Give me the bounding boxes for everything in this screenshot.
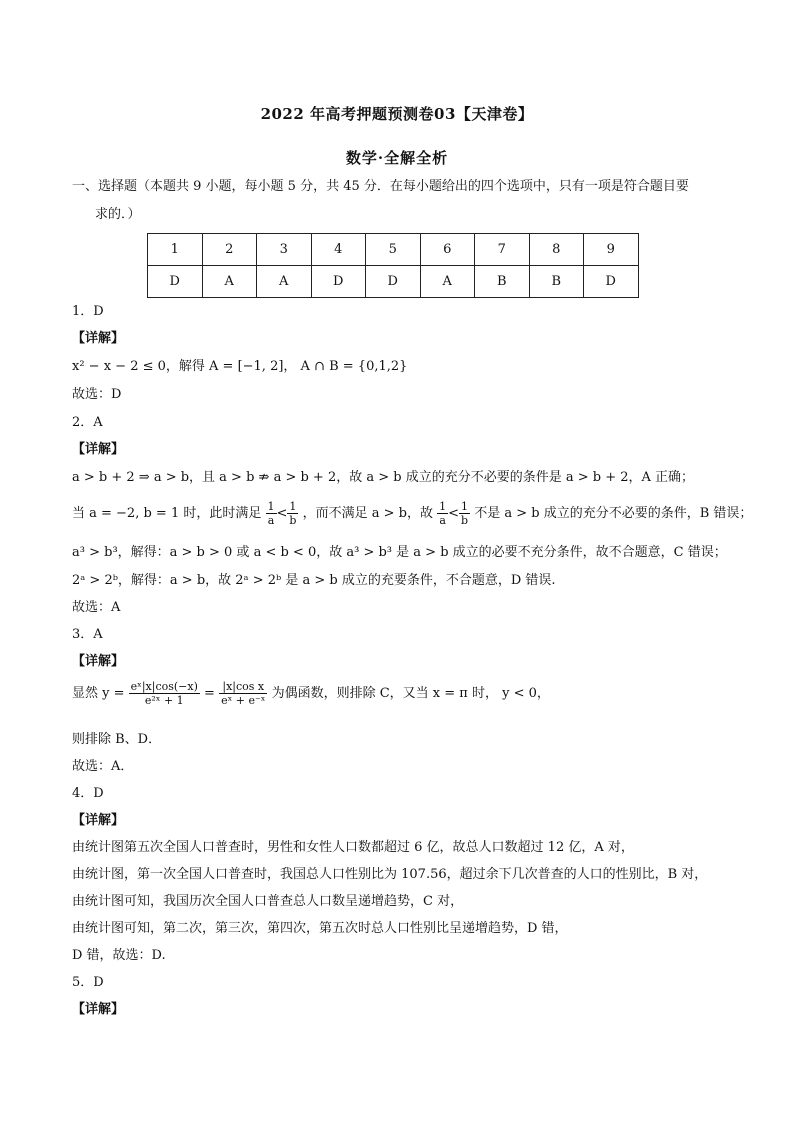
fraction-1-over-b [459, 500, 470, 527]
q1-detail-label: 【详解】 [72, 331, 125, 346]
q4-answer: D 错，故选：D. [72, 948, 166, 963]
frac-den: a [439, 514, 446, 527]
fraction-expression-1 [129, 680, 200, 707]
fraction-1-over-b [287, 500, 298, 527]
section-heading-line1: 一、选择题（本题共 9 小题，每小题 5 分，共 45 分．在每小题给出的四个选项中，只有一项是符合题目要 [72, 179, 689, 194]
answer-table-number-row [148, 234, 639, 266]
q2-line-4: 2ᵃ > 2ᵇ，解得：a > b，故 2ᵃ > 2ᵇ 是 a > b 成立的充要条件，不合题意，D 错误. [72, 573, 556, 588]
section-heading-line2: 求的．） [95, 207, 141, 222]
q1-line-1: x² − x − 2 ≤ 0，解得 A = [−1, 2]， A ∩ B = {0,1,2} [72, 359, 408, 374]
q2-line-2-part-c: 不是 a > b 成立的充分不必要的条件，B 错误； [474, 506, 753, 521]
frac-den: e²ˣ + 1 [144, 694, 184, 707]
table-cell: D [148, 266, 203, 298]
table-cell: B [529, 266, 584, 298]
table-cell: 8 [529, 234, 584, 266]
q4-line-1: 由统计图第五次全国人口普查时，男性和女性人口数都超过 6 亿，故总人口数超过 12 亿，A 对， [72, 840, 634, 855]
q5-detail-label: 【详解】 [72, 1002, 125, 1017]
q3-line-1 [72, 680, 550, 707]
table-cell: D [311, 266, 366, 298]
q3-line-2: 则排除 B、D． [72, 732, 162, 747]
q5-heading: 5．D [72, 975, 104, 990]
less-than: < [276, 506, 288, 521]
table-cell: A [257, 266, 312, 298]
table-cell: B [475, 266, 530, 298]
table-cell: 4 [311, 234, 366, 266]
answer-table-answer-row [148, 266, 639, 298]
q1-answer: 故选：D [72, 387, 122, 402]
table-cell: 7 [475, 234, 530, 266]
q3-detail-label: 【详解】 [72, 654, 125, 669]
q2-line-1: a > b + 2 ⇒ a > b，且 a > b ⇏ a > b + 2，故 a > b 成立的充分不必要的条件是 a > b + 2，A 正确； [72, 470, 695, 485]
frac-num: 1 [459, 500, 470, 514]
less-than: < [448, 506, 460, 521]
page-title: 2022 年高考押题预测卷03【天津卷】 [260, 105, 534, 123]
fraction-1-over-a [437, 500, 448, 527]
frac-den: a [267, 514, 275, 527]
table-cell: 5 [366, 234, 421, 266]
fraction-1-over-a [266, 500, 277, 527]
equals-sign: = [204, 686, 215, 701]
q4-line-4: 由统计图可知，第二次，第三次，第四次，第五次时总人口性别比呈递增趋势，D 错， [72, 921, 568, 936]
frac-num: eˣ|x|cos(−x) [130, 680, 198, 693]
q1-heading: 1．D [72, 304, 104, 319]
q2-line-2-part-a: 当 a = −2, b = 1 时，此时满足 [72, 506, 262, 521]
frac-num: 1 [287, 500, 298, 514]
frac-den: b [289, 514, 297, 527]
answer-table [147, 233, 639, 298]
frac-num: 1 [267, 500, 275, 513]
q3-line-1-part-c: 为偶函数，则排除 C，又当 x = π 时， y < 0， [271, 686, 550, 701]
frac-den: eˣ + e⁻ˣ [221, 694, 266, 707]
q4-line-2: 由统计图，第一次全国人口普查时，我国总人口性别比为 107.56，超过余下几次普查的人口的性别比，B 对， [72, 867, 708, 882]
q3-heading: 3．A [72, 627, 103, 642]
table-cell: D [584, 266, 639, 298]
q4-detail-label: 【详解】 [72, 813, 125, 828]
q2-line-2-part-b: ，而不满足 a > b，故 [302, 506, 433, 521]
q4-heading: 4．D [72, 786, 104, 801]
table-cell: 2 [202, 234, 257, 266]
frac-num: |x|cos x [219, 680, 267, 694]
table-cell: 1 [148, 234, 203, 266]
q2-line-2 [72, 500, 752, 527]
q2-detail-label: 【详解】 [72, 442, 125, 457]
q2-line-3: a³ > b³，解得：a > b > 0 或 a < b < 0，故 a³ > b³ 是 a > b 成立的必要不充分条件，故不合题意，C 错误； [72, 545, 727, 560]
table-cell: A [202, 266, 257, 298]
table-cell: 3 [257, 234, 312, 266]
frac-den: b [461, 514, 469, 527]
q2-answer: 故选：A [72, 600, 121, 615]
page-subtitle: 数学·全解全析 [345, 149, 449, 167]
q4-line-3: 由统计图可知，我国历次全国人口普查总人口数呈递增趋势，C 对， [72, 894, 464, 909]
q2-heading: 2．A [72, 415, 103, 430]
q3-answer: 故选：A． [72, 759, 134, 774]
table-cell: D [366, 266, 421, 298]
fraction-expression-2 [219, 680, 267, 707]
table-cell: 6 [420, 234, 475, 266]
table-cell: 9 [584, 234, 639, 266]
table-cell: A [420, 266, 475, 298]
frac-num: 1 [439, 500, 447, 513]
q3-line-1-part-a: 显然 y = [72, 686, 125, 701]
